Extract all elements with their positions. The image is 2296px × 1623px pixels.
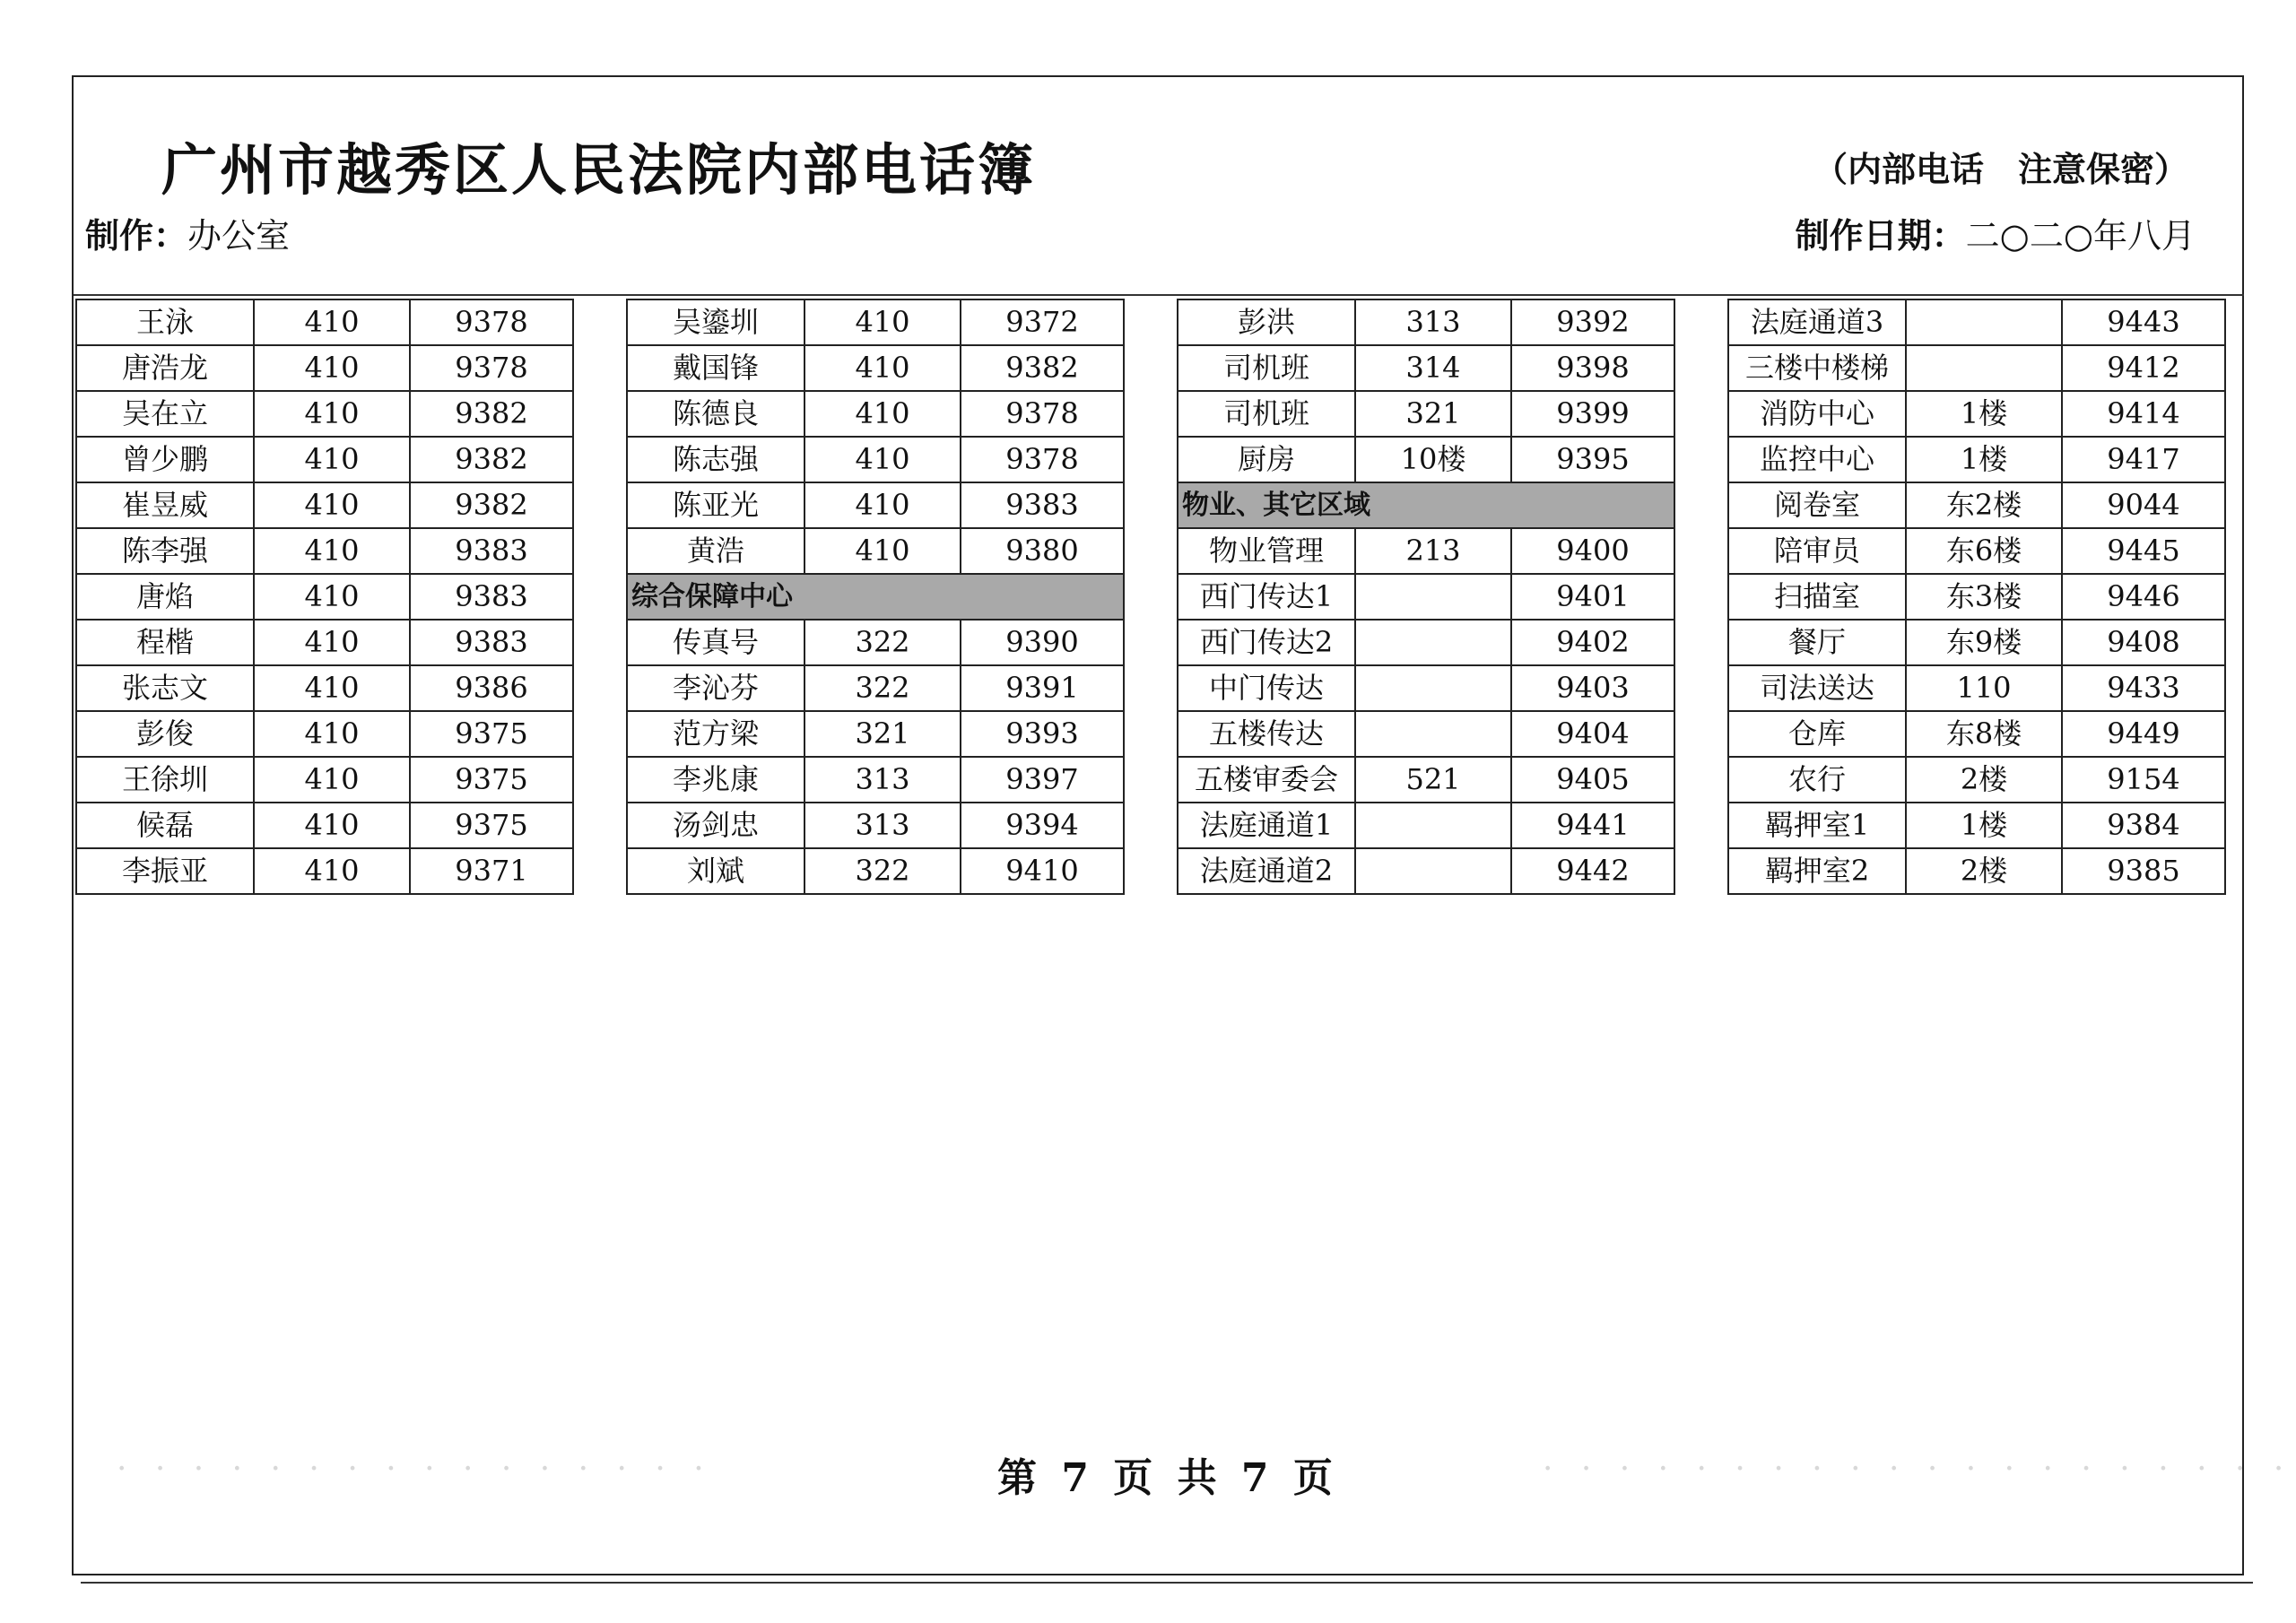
- table-row: [627, 391, 1124, 437]
- entry-name: 五楼审委会: [1178, 757, 1355, 803]
- section-title: 综合保障中心: [627, 574, 1124, 620]
- table-row: [76, 620, 573, 665]
- entry-name: 羁押室1: [1728, 803, 1906, 848]
- directory-column-1: [75, 299, 574, 895]
- table-row: [76, 345, 573, 391]
- entry-name: 吴在立: [76, 391, 254, 437]
- extension-cell: 410: [254, 848, 410, 894]
- extension-cell: 410: [804, 437, 961, 482]
- entry-name: 中门传达: [1178, 665, 1355, 711]
- phone-number: 9384: [2062, 803, 2225, 848]
- entry-name: 餐厅: [1728, 620, 1906, 665]
- phone-number: 9417: [2062, 437, 2225, 482]
- entry-name: 彭俊: [76, 711, 254, 757]
- extension-cell: 东2楼: [1906, 482, 2062, 528]
- table-row: [1728, 711, 2225, 757]
- extension-cell: [1906, 345, 2062, 391]
- extension-cell: 314: [1355, 345, 1511, 391]
- table-row: [627, 437, 1124, 482]
- phone-number: 9393: [961, 711, 1124, 757]
- extension-cell: 322: [804, 620, 961, 665]
- table-row: [1728, 345, 2225, 391]
- confidential-note: （内部电话 注意保密）: [1813, 150, 2188, 189]
- table-row: [627, 299, 1124, 345]
- phone-number: 9400: [1511, 528, 1674, 574]
- extension-cell: 东9楼: [1906, 620, 2062, 665]
- extension-cell: 321: [1355, 391, 1511, 437]
- entry-name: 阅卷室: [1728, 482, 1906, 528]
- extension-cell: 1楼: [1906, 391, 2062, 437]
- entry-name: 曾少鹏: [76, 437, 254, 482]
- extension-cell: [1355, 803, 1511, 848]
- entry-name: 陈亚光: [627, 482, 804, 528]
- table-row: [1178, 665, 1674, 711]
- extension-cell: 213: [1355, 528, 1511, 574]
- phone-number: 9383: [410, 620, 573, 665]
- entry-name: 法庭通道3: [1728, 299, 1906, 345]
- table-row: [1728, 620, 2225, 665]
- entry-name: 消防中心: [1728, 391, 1906, 437]
- entry-name: 陈德良: [627, 391, 804, 437]
- phone-number: 9401: [1511, 574, 1674, 620]
- phone-number: 9405: [1511, 757, 1674, 803]
- extension-cell: 10楼: [1355, 437, 1511, 482]
- phone-number: 9445: [2062, 528, 2225, 574]
- phone-number: 9441: [1511, 803, 1674, 848]
- table-row: [1728, 757, 2225, 803]
- maker-value: 办公室: [187, 216, 291, 256]
- table-row: [76, 574, 573, 620]
- page-title: 广州市越秀区人民法院内部电话簿: [161, 137, 1037, 203]
- phone-number: 9044: [2062, 482, 2225, 528]
- phone-number: 9154: [2062, 757, 2225, 803]
- entry-name: 农行: [1728, 757, 1906, 803]
- table-row: [627, 345, 1124, 391]
- phone-number: 9397: [961, 757, 1124, 803]
- entry-name: 西门传达2: [1178, 620, 1355, 665]
- extension-cell: 321: [804, 711, 961, 757]
- table-row: [1178, 620, 1674, 665]
- table-row: [627, 757, 1124, 803]
- phone-number: 9382: [410, 437, 573, 482]
- table-row: [1728, 437, 2225, 482]
- extension-cell: 410: [254, 711, 410, 757]
- extension-cell: [1355, 711, 1511, 757]
- entry-name: 候磊: [76, 803, 254, 848]
- entry-name: 戴国锋: [627, 345, 804, 391]
- entry-name: 陈李强: [76, 528, 254, 574]
- entry-name: 传真号: [627, 620, 804, 665]
- phone-number: 9403: [1511, 665, 1674, 711]
- section-title: 物业、其它区域: [1178, 482, 1674, 528]
- phone-number: 9380: [961, 528, 1124, 574]
- table-row: [627, 665, 1124, 711]
- phone-number: 9442: [1511, 848, 1674, 894]
- entry-name: 黄浩: [627, 528, 804, 574]
- phone-number: 9375: [410, 711, 573, 757]
- table-row: [627, 848, 1124, 894]
- phone-number: 9410: [961, 848, 1124, 894]
- phone-number: 9382: [410, 482, 573, 528]
- extension-cell: 410: [254, 391, 410, 437]
- extension-cell: 322: [804, 665, 961, 711]
- table-row: [1728, 391, 2225, 437]
- phone-number: 9443: [2062, 299, 2225, 345]
- extension-cell: 410: [804, 391, 961, 437]
- phone-number: 9399: [1511, 391, 1674, 437]
- entry-name: 唐浩龙: [76, 345, 254, 391]
- entry-name: 王徐圳: [76, 757, 254, 803]
- extension-cell: 110: [1906, 665, 2062, 711]
- bleed-through-text: · · · · · · · · · · · · · · · ·: [117, 1451, 713, 1488]
- phone-number: 9449: [2062, 711, 2225, 757]
- entry-name: 王泳: [76, 299, 254, 345]
- entry-name: 唐焰: [76, 574, 254, 620]
- table-row: [627, 803, 1124, 848]
- phone-number: 9378: [410, 345, 573, 391]
- table-row: [76, 437, 573, 482]
- table-row: [1178, 757, 1674, 803]
- phone-number: 9395: [1511, 437, 1674, 482]
- phone-number: 9371: [410, 848, 573, 894]
- extension-cell: 东6楼: [1906, 528, 2062, 574]
- phone-number: 9375: [410, 757, 573, 803]
- entry-name: 彭洪: [1178, 299, 1355, 345]
- entry-name: 陈志强: [627, 437, 804, 482]
- extension-cell: 313: [804, 757, 961, 803]
- phone-number: 9383: [410, 574, 573, 620]
- entry-name: 张志文: [76, 665, 254, 711]
- extension-cell: 322: [804, 848, 961, 894]
- phone-number: 9412: [2062, 345, 2225, 391]
- table-row: [76, 711, 573, 757]
- extension-cell: [1355, 848, 1511, 894]
- entry-name: 刘斌: [627, 848, 804, 894]
- entry-name: 程楷: [76, 620, 254, 665]
- phone-number: 9414: [2062, 391, 2225, 437]
- extension-cell: 410: [254, 528, 410, 574]
- directory-column-4: [1727, 299, 2226, 895]
- date-value: 二○二○年八月: [1965, 216, 2196, 256]
- phone-number: 9382: [961, 345, 1124, 391]
- extension-cell: 313: [1355, 299, 1511, 345]
- phone-number: 9375: [410, 803, 573, 848]
- table-row: [1178, 803, 1674, 848]
- page-number: 第 7 页 共 7 页: [997, 1455, 1338, 1501]
- entry-name: 厨房: [1178, 437, 1355, 482]
- extension-cell: 410: [254, 574, 410, 620]
- phone-number: 9433: [2062, 665, 2225, 711]
- extension-cell: 1楼: [1906, 803, 2062, 848]
- table-row: [1728, 848, 2225, 894]
- phone-number: 9404: [1511, 711, 1674, 757]
- phone-number: 9390: [961, 620, 1124, 665]
- entry-name: 李兆康: [627, 757, 804, 803]
- entry-name: 李振亚: [76, 848, 254, 894]
- phone-number: 9378: [961, 437, 1124, 482]
- entry-name: 范方梁: [627, 711, 804, 757]
- extension-cell: 410: [254, 299, 410, 345]
- entry-name: 汤剑忠: [627, 803, 804, 848]
- entry-name: 陪审员: [1728, 528, 1906, 574]
- table-row: [76, 528, 573, 574]
- entry-name: 法庭通道2: [1178, 848, 1355, 894]
- directory-column-3: [1177, 299, 1675, 895]
- extension-cell: 410: [254, 482, 410, 528]
- table-row: [1728, 482, 2225, 528]
- table-row: [1728, 299, 2225, 345]
- entry-name: 羁押室2: [1728, 848, 1906, 894]
- phone-number: 9378: [961, 391, 1124, 437]
- bleed-through-text: · · · · · · · · · · · · · · · · · · · ·: [1543, 1451, 2293, 1488]
- table-row: [1728, 803, 2225, 848]
- table-row: [1178, 848, 1674, 894]
- table-row: [76, 757, 573, 803]
- extension-cell: 410: [254, 665, 410, 711]
- table-row: [76, 803, 573, 848]
- table-row: [1178, 574, 1674, 620]
- phone-number: 9398: [1511, 345, 1674, 391]
- table-row: [76, 665, 573, 711]
- extension-cell: 410: [254, 620, 410, 665]
- entry-name: 扫描室: [1728, 574, 1906, 620]
- extension-cell: 521: [1355, 757, 1511, 803]
- table-row: [76, 482, 573, 528]
- maker-label: 制作：: [85, 216, 188, 256]
- table-row: [1178, 711, 1674, 757]
- extension-cell: 410: [804, 345, 961, 391]
- table-row: [1178, 437, 1674, 482]
- entry-name: 李沁芬: [627, 665, 804, 711]
- phone-number: 9383: [410, 528, 573, 574]
- header-rule: [74, 294, 2244, 296]
- entry-name: 崔昱威: [76, 482, 254, 528]
- entry-name: 三楼中楼梯: [1728, 345, 1906, 391]
- extension-cell: 2楼: [1906, 757, 2062, 803]
- entry-name: 司法送达: [1728, 665, 1906, 711]
- table-row: [76, 299, 573, 345]
- bottom-rule: [81, 1582, 2253, 1584]
- table-row: [627, 620, 1124, 665]
- entry-name: 法庭通道1: [1178, 803, 1355, 848]
- table-row: [76, 391, 573, 437]
- phone-number: 9446: [2062, 574, 2225, 620]
- date-line: [1796, 208, 2196, 257]
- extension-cell: [1355, 574, 1511, 620]
- extension-cell: 1楼: [1906, 437, 2062, 482]
- entry-name: 司机班: [1178, 345, 1355, 391]
- table-row: [1178, 528, 1674, 574]
- table-row: [1728, 665, 2225, 711]
- extension-cell: 410: [804, 528, 961, 574]
- table-row: [627, 528, 1124, 574]
- section-header-row: [627, 574, 1124, 620]
- extension-cell: [1355, 665, 1511, 711]
- phone-number: 9385: [2062, 848, 2225, 894]
- extension-cell: 2楼: [1906, 848, 2062, 894]
- phone-number: 9386: [410, 665, 573, 711]
- table-row: [627, 711, 1124, 757]
- entry-name: 吴鎏圳: [627, 299, 804, 345]
- entry-name: 司机班: [1178, 391, 1355, 437]
- directory-column-2: [626, 299, 1125, 895]
- entry-name: 仓库: [1728, 711, 1906, 757]
- extension-cell: 410: [254, 803, 410, 848]
- phone-number: 9391: [961, 665, 1124, 711]
- extension-cell: 410: [254, 757, 410, 803]
- table-row: [627, 482, 1124, 528]
- extension-cell: [1355, 620, 1511, 665]
- maker-line: [85, 208, 290, 257]
- section-header-row: [1178, 482, 1674, 528]
- phone-number: 9408: [2062, 620, 2225, 665]
- phone-number: 9378: [410, 299, 573, 345]
- phone-number: 9394: [961, 803, 1124, 848]
- phone-number: 9392: [1511, 299, 1674, 345]
- extension-cell: 东3楼: [1906, 574, 2062, 620]
- extension-cell: 410: [804, 482, 961, 528]
- table-row: [1178, 345, 1674, 391]
- extension-cell: [1906, 299, 2062, 345]
- extension-cell: 313: [804, 803, 961, 848]
- phone-number: 9382: [410, 391, 573, 437]
- entry-name: 西门传达1: [1178, 574, 1355, 620]
- extension-cell: 410: [804, 299, 961, 345]
- table-row: [1728, 528, 2225, 574]
- table-row: [1728, 574, 2225, 620]
- extension-cell: 410: [254, 437, 410, 482]
- entry-name: 物业管理: [1178, 528, 1355, 574]
- table-row: [1178, 299, 1674, 345]
- phone-number: 9383: [961, 482, 1124, 528]
- phone-number: 9372: [961, 299, 1124, 345]
- date-label: 制作日期：: [1795, 216, 1966, 256]
- entry-name: 监控中心: [1728, 437, 1906, 482]
- table-row: [76, 848, 573, 894]
- table-row: [1178, 391, 1674, 437]
- phone-number: 9402: [1511, 620, 1674, 665]
- extension-cell: 东8楼: [1906, 711, 2062, 757]
- entry-name: 五楼传达: [1178, 711, 1355, 757]
- extension-cell: 410: [254, 345, 410, 391]
